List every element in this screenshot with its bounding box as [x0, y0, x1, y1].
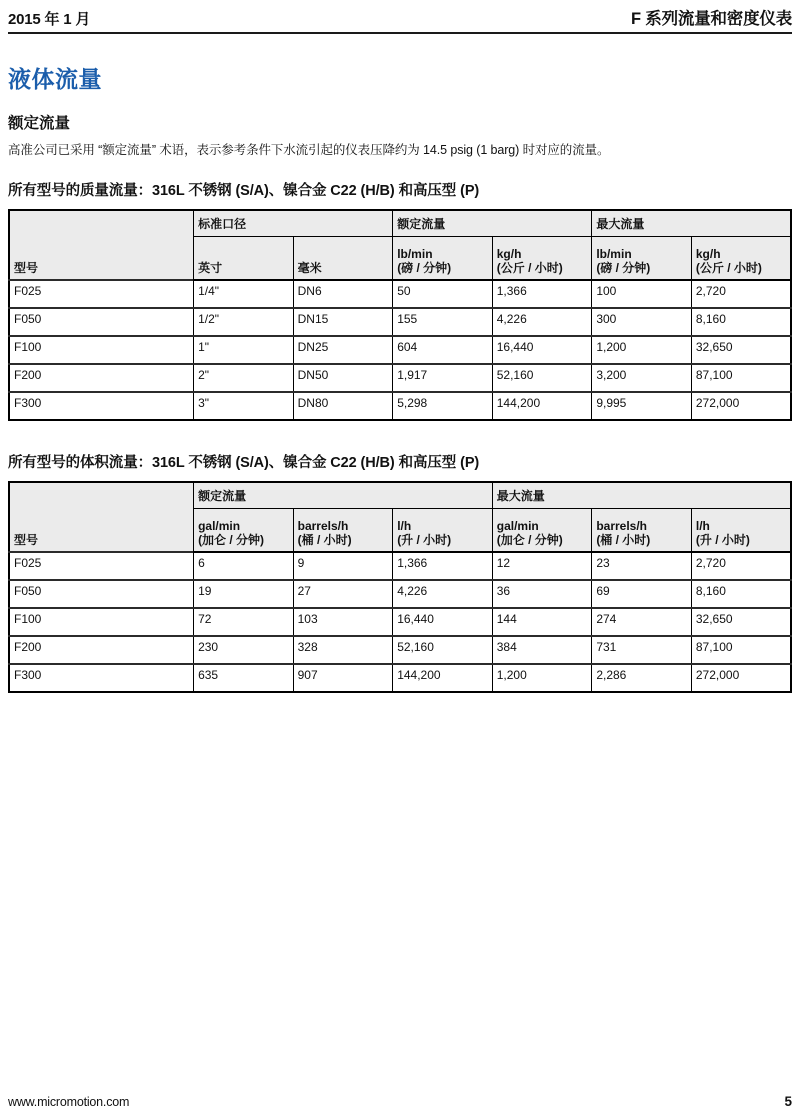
cell-model: F300 — [9, 392, 194, 420]
cell-value: 32,650 — [691, 336, 791, 364]
cell-value: 69 — [592, 580, 692, 608]
cell-value: DN6 — [293, 280, 393, 308]
unit-sub-label: (加仑 / 分钟) — [496, 533, 563, 548]
cell-value: 274 — [592, 608, 692, 636]
cell-value: 5,298 — [393, 392, 493, 420]
unit-sub-label: (升 / 小时) — [397, 533, 452, 548]
unit-sub-label: (公斤 / 小时) — [496, 261, 563, 276]
column-header-unit — [194, 508, 294, 552]
unit-sub-label: (加仑 / 分钟) — [198, 533, 265, 548]
table-row — [9, 552, 791, 580]
cell-value: 731 — [592, 636, 692, 664]
cell-value: 16,440 — [492, 336, 592, 364]
cell-value: 50 — [393, 280, 493, 308]
mass-flow-table — [8, 209, 792, 421]
cell-value: 144 — [492, 608, 592, 636]
cell-value: 1" — [194, 336, 294, 364]
unit-main-label: gal/min — [496, 518, 539, 533]
volume-flow-table-title: 所有型号的体积流量：316L 不锈钢 (S/A)、镍合金 C22 (H/B) 和高压型 (P) — [8, 455, 480, 471]
column-header-model: 型号 — [9, 482, 194, 552]
unit-main-label: 英寸 — [198, 261, 223, 276]
cell-value: 23 — [592, 552, 692, 580]
unit-sub-label: (升 / 小时) — [695, 533, 750, 548]
cell-value: 32,650 — [691, 608, 791, 636]
cell-model: F200 — [9, 364, 194, 392]
cell-value: 2,720 — [691, 552, 791, 580]
cell-model: F025 — [9, 552, 194, 580]
table-row — [9, 608, 791, 636]
cell-value: 4,226 — [393, 580, 493, 608]
cell-value: 1,200 — [492, 664, 592, 692]
unit-sub-label: (磅 / 分钟) — [397, 261, 452, 276]
unit-sub-label: (桶 / 小时) — [596, 533, 651, 548]
cell-value: DN50 — [293, 364, 393, 392]
table-row — [9, 308, 791, 336]
cell-value: 1,366 — [492, 280, 592, 308]
unit-main-label: lb/min — [397, 246, 433, 261]
cell-value: 272,000 — [691, 664, 791, 692]
cell-value: 36 — [492, 580, 592, 608]
cell-value: 27 — [293, 580, 393, 608]
cell-value: 8,160 — [691, 580, 791, 608]
cell-value: 6 — [194, 552, 294, 580]
column-group-header: 最大流量 — [592, 210, 791, 236]
column-header-unit — [592, 236, 692, 280]
mass-flow-table-title: 所有型号的质量流量：316L 不锈钢 (S/A)、镍合金 C22 (H/B) 和高压型 (P) — [8, 183, 480, 199]
cell-model: F100 — [9, 608, 194, 636]
cell-value: 100 — [592, 280, 692, 308]
cell-model: F200 — [9, 636, 194, 664]
unit-main-label: 毫米 — [297, 261, 322, 276]
cell-value: 2,720 — [691, 280, 791, 308]
cell-value: 272,000 — [691, 392, 791, 420]
cell-value: 2,286 — [592, 664, 692, 692]
unit-main-label: barrels/h — [596, 518, 648, 533]
cell-value: 155 — [393, 308, 493, 336]
cell-model: F100 — [9, 336, 194, 364]
cell-value: 9 — [293, 552, 393, 580]
cell-value: 907 — [293, 664, 393, 692]
cell-value: 604 — [393, 336, 493, 364]
column-header-unit — [194, 236, 294, 280]
cell-value: 1/2" — [194, 308, 294, 336]
table-row — [9, 580, 791, 608]
table-row — [9, 664, 791, 692]
column-header-unit — [293, 508, 393, 552]
column-group-header: 标准口径 — [194, 210, 393, 236]
table-row — [9, 392, 791, 420]
page-header — [8, 0, 792, 34]
cell-value: 12 — [492, 552, 592, 580]
cell-model: F300 — [9, 664, 194, 692]
cell-value: 4,226 — [492, 308, 592, 336]
unit-main-label: barrels/h — [297, 518, 349, 533]
cell-value: 9,995 — [592, 392, 692, 420]
cell-value: 3" — [194, 392, 294, 420]
table-row — [9, 280, 791, 308]
unit-main-label: l/h — [695, 518, 710, 533]
cell-value: 230 — [194, 636, 294, 664]
cell-value: DN15 — [293, 308, 393, 336]
subsection-title-rated-flow: 额定流量 — [8, 115, 71, 132]
column-header-unit — [592, 508, 692, 552]
cell-value: 384 — [492, 636, 592, 664]
cell-value: 72 — [194, 608, 294, 636]
column-header-unit — [393, 508, 493, 552]
cell-value: 144,200 — [492, 392, 592, 420]
section-title-liquid-flow: 液体流量 — [8, 66, 102, 92]
table-row — [9, 336, 791, 364]
cell-model: F025 — [9, 280, 194, 308]
unit-main-label: kg/h — [496, 246, 522, 261]
unit-main-label: kg/h — [695, 246, 721, 261]
cell-value: 3,200 — [592, 364, 692, 392]
cell-value: DN25 — [293, 336, 393, 364]
cell-value: 2" — [194, 364, 294, 392]
footer-url: www.micromotion.com — [8, 1095, 130, 1109]
column-header-model: 型号 — [9, 210, 194, 280]
column-group-header: 额定流量 — [194, 482, 493, 508]
column-header-unit — [691, 508, 791, 552]
unit-main-label: gal/min — [198, 518, 241, 533]
cell-value: 8,160 — [691, 308, 791, 336]
cell-value: 52,160 — [393, 636, 493, 664]
cell-value: 19 — [194, 580, 294, 608]
column-header-unit — [492, 236, 592, 280]
cell-value: 87,100 — [691, 364, 791, 392]
column-header-unit — [691, 236, 791, 280]
cell-value: 1,366 — [393, 552, 493, 580]
cell-value: 1/4" — [194, 280, 294, 308]
cell-value: 87,100 — [691, 636, 791, 664]
intro-paragraph: 高准公司已采用 “额定流量” 术语，表示参考条件下水流引起的仪表压降约为 14.5 psig (1 barg) 时对应的流量。 — [8, 143, 610, 157]
cell-value: 300 — [592, 308, 692, 336]
page-number: 5 — [784, 1094, 792, 1109]
unit-sub-label: (公斤 / 小时) — [695, 261, 762, 276]
cell-value: DN80 — [293, 392, 393, 420]
cell-value: 103 — [293, 608, 393, 636]
cell-value: 635 — [194, 664, 294, 692]
column-header-unit — [492, 508, 592, 552]
cell-model: F050 — [9, 580, 194, 608]
column-group-header: 额定流量 — [393, 210, 592, 236]
cell-model: F050 — [9, 308, 194, 336]
unit-main-label: l/h — [397, 518, 412, 533]
column-header-unit — [293, 236, 393, 280]
volume-flow-table — [8, 481, 792, 693]
cell-value: 52,160 — [492, 364, 592, 392]
unit-sub-label: (磅 / 分钟) — [596, 261, 651, 276]
doc-date: 2015 年 1 月 — [8, 11, 91, 28]
table-group-header-row — [9, 210, 791, 236]
column-group-header: 最大流量 — [492, 482, 791, 508]
page-footer — [8, 1094, 792, 1109]
cell-value: 144,200 — [393, 664, 493, 692]
table-row — [9, 364, 791, 392]
doc-title: F 系列流量和密度仪表 — [631, 10, 792, 28]
cell-value: 1,200 — [592, 336, 692, 364]
unit-main-label: lb/min — [596, 246, 632, 261]
unit-sub-label: (桶 / 小时) — [297, 533, 352, 548]
cell-value: 16,440 — [393, 608, 493, 636]
column-header-unit — [393, 236, 493, 280]
table-group-header-row — [9, 482, 791, 508]
cell-value: 328 — [293, 636, 393, 664]
cell-value: 1,917 — [393, 364, 493, 392]
table-row — [9, 636, 791, 664]
